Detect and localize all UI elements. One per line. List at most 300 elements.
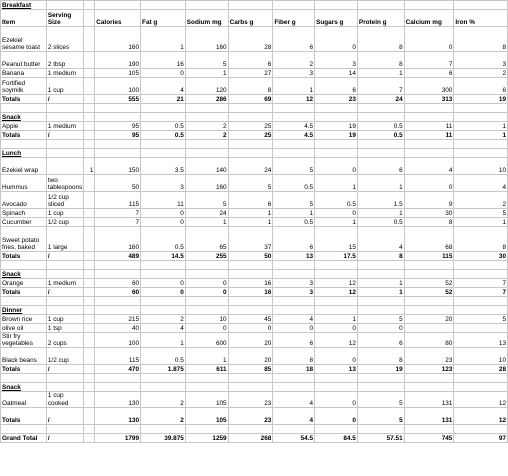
table-cell [84, 140, 95, 149]
table-cell [404, 297, 454, 306]
table-cell: 0 [357, 324, 404, 333]
table-cell: 27 [228, 69, 273, 78]
table-cell [84, 95, 95, 104]
table-cell [273, 297, 315, 306]
table-row [1, 324, 508, 333]
table-cell: 60 [95, 279, 141, 288]
column-header-calcium: Calcium mg [404, 10, 454, 27]
table-cell [84, 279, 95, 288]
table-cell [273, 149, 315, 158]
table-cell: 15 [315, 227, 358, 252]
table-cell: 4.5 [273, 131, 315, 140]
table-cell [95, 270, 141, 279]
table-cell: 5 [357, 315, 404, 324]
section-header-row [1, 270, 508, 279]
table-cell: 23 [404, 348, 454, 365]
table-cell [84, 306, 95, 315]
section-header-row [1, 1, 508, 10]
totals-row [1, 131, 508, 140]
table-cell [315, 261, 358, 270]
table-cell: 1/2 cup sliced [46, 192, 83, 209]
spacer-row [1, 374, 508, 383]
table-cell [357, 261, 404, 270]
table-cell: 4 [273, 315, 315, 324]
table-row [1, 78, 508, 95]
table-cell: / [46, 252, 83, 261]
table-cell: 1 [185, 218, 228, 227]
table-cell [315, 140, 358, 149]
table-cell: 2 [454, 192, 508, 209]
item-name: Orange [1, 279, 47, 288]
table-cell: 105 [185, 392, 228, 407]
table-cell [228, 270, 273, 279]
table-cell [315, 424, 358, 433]
table-cell: 1 [185, 69, 228, 78]
table-cell [84, 218, 95, 227]
table-cell [454, 104, 508, 113]
table-cell: 115 [95, 348, 141, 365]
table-cell [228, 149, 273, 158]
table-cell [84, 315, 95, 324]
table-cell [46, 374, 83, 383]
table-cell [404, 104, 454, 113]
table-cell: 5 [357, 407, 404, 424]
table-cell: 1 medium [46, 122, 83, 131]
table-cell [273, 113, 315, 122]
table-cell [454, 306, 508, 315]
table-cell: 17.5 [315, 252, 358, 261]
table-cell: 16 [228, 288, 273, 297]
table-cell: 1259 [185, 433, 228, 442]
totals-label: Totals [1, 365, 47, 374]
table-cell: 1.5 [357, 192, 404, 209]
table-cell: 105 [95, 69, 141, 78]
table-row [1, 27, 508, 52]
table-cell: 1 [84, 158, 95, 175]
spacer-row [1, 261, 508, 270]
table-cell: 20 [228, 348, 273, 365]
table-cell: 13 [273, 252, 315, 261]
table-cell: 300 [404, 78, 454, 95]
table-cell: 0.5 [141, 122, 186, 131]
table-cell [46, 1, 83, 10]
table-cell [185, 1, 228, 10]
table-cell: 12 [315, 288, 358, 297]
table-cell [141, 374, 186, 383]
table-row [1, 122, 508, 131]
spacer-row [1, 140, 508, 149]
table-cell: 100 [95, 333, 141, 348]
table-cell [84, 69, 95, 78]
table-cell: 20 [404, 315, 454, 324]
section-title: Dinner [1, 306, 47, 315]
table-row [1, 209, 508, 218]
table-cell [84, 149, 95, 158]
table-cell: 3 [454, 52, 508, 69]
item-name: Stir fry vegetables [1, 333, 47, 348]
table-cell [273, 424, 315, 433]
table-cell [454, 261, 508, 270]
table-cell: 14.5 [141, 252, 186, 261]
table-cell: 0 [404, 27, 454, 52]
table-cell [273, 261, 315, 270]
table-cell [357, 297, 404, 306]
table-cell: 1 large [46, 227, 83, 252]
section-header-row [1, 149, 508, 158]
table-cell: 215 [95, 315, 141, 324]
table-cell: 14 [315, 69, 358, 78]
table-cell: 1 medium [46, 69, 83, 78]
section-header-row [1, 306, 508, 315]
item-name: Hummus [1, 175, 47, 192]
table-cell: 5 [228, 175, 273, 192]
table-cell [228, 306, 273, 315]
table-cell: / [46, 95, 83, 104]
table-cell [141, 149, 186, 158]
table-row [1, 279, 508, 288]
table-cell [454, 383, 508, 392]
table-cell: 6 [315, 78, 358, 95]
table-cell: 68 [404, 227, 454, 252]
table-cell: 1.875 [141, 365, 186, 374]
table-cell: 16 [141, 52, 186, 69]
table-cell: 84.5 [315, 433, 358, 442]
table-cell [185, 149, 228, 158]
table-cell: 489 [95, 252, 141, 261]
table-cell [1, 297, 47, 306]
table-cell: 50 [95, 175, 141, 192]
table-row [1, 315, 508, 324]
section-title: Breakfast [1, 1, 47, 10]
table-cell: 0 [141, 218, 186, 227]
table-cell: 0 [185, 288, 228, 297]
table-cell [273, 383, 315, 392]
table-cell: 140 [185, 158, 228, 175]
table-cell: 160 [95, 27, 141, 52]
table-cell [315, 149, 358, 158]
table-cell [84, 383, 95, 392]
table-cell [95, 140, 141, 149]
table-cell: 6 [273, 27, 315, 52]
table-cell: 95 [95, 122, 141, 131]
table-cell: 19 [315, 122, 358, 131]
table-cell [46, 158, 83, 175]
table-cell [84, 1, 95, 10]
table-cell [95, 104, 141, 113]
table-cell: 105 [185, 407, 228, 424]
table-cell: 286 [185, 95, 228, 104]
table-cell: / [46, 433, 83, 442]
table-cell [95, 297, 141, 306]
table-cell: 555 [95, 95, 141, 104]
table-cell: 7 [95, 209, 141, 218]
table-cell: 0 [315, 324, 358, 333]
table-cell: 2 slices [46, 27, 83, 52]
table-cell: 23 [228, 407, 273, 424]
table-cell [315, 297, 358, 306]
table-cell: 8 [357, 27, 404, 52]
table-cell: 24 [357, 95, 404, 104]
table-cell: 3 [141, 175, 186, 192]
table-cell: 23 [228, 392, 273, 407]
table-cell [46, 261, 83, 270]
item-name: Avocado [1, 192, 47, 209]
table-cell: 16 [228, 279, 273, 288]
table-cell [404, 261, 454, 270]
totals-label: Totals [1, 407, 47, 424]
table-cell: 268 [228, 433, 273, 442]
table-cell: 4 [404, 158, 454, 175]
table-cell: 1 [357, 288, 404, 297]
table-cell: 4 [273, 407, 315, 424]
table-cell: 28 [228, 27, 273, 52]
table-cell: 8 [454, 27, 508, 52]
table-cell: 2 tbsp [46, 52, 83, 69]
table-row [1, 218, 508, 227]
table-cell: 69 [228, 95, 273, 104]
table-cell: 6 [228, 192, 273, 209]
table-cell [228, 1, 273, 10]
table-cell: 0.5 [273, 175, 315, 192]
table-cell [141, 113, 186, 122]
table-cell: 150 [95, 158, 141, 175]
table-cell [185, 104, 228, 113]
table-cell [185, 424, 228, 433]
table-cell [454, 424, 508, 433]
table-cell: 3 [273, 288, 315, 297]
table-cell [315, 383, 358, 392]
table-cell: 0 [185, 279, 228, 288]
item-name: Ezekiel wrap [1, 158, 47, 175]
table-cell [84, 348, 95, 365]
table-cell: 25 [228, 131, 273, 140]
table-cell [95, 149, 141, 158]
table-cell [228, 113, 273, 122]
table-cell: 1 [185, 348, 228, 365]
table-cell: 6 [454, 78, 508, 95]
table-cell: 10 [185, 315, 228, 324]
table-cell: 24 [228, 158, 273, 175]
table-cell [84, 10, 95, 27]
table-row [1, 52, 508, 69]
table-cell [357, 140, 404, 149]
table-cell: 0 [315, 158, 358, 175]
table-cell [84, 324, 95, 333]
table-cell: / [46, 407, 83, 424]
table-cell: 8 [228, 78, 273, 95]
table-cell: 0 [273, 324, 315, 333]
table-cell: 5 [273, 158, 315, 175]
totals-row [1, 433, 508, 442]
table-cell: 0.5 [357, 122, 404, 131]
table-cell: 6 [357, 333, 404, 348]
table-cell: 2 [141, 407, 186, 424]
table-cell [84, 288, 95, 297]
table-cell [141, 424, 186, 433]
table-row [1, 227, 508, 252]
table-cell: 95 [95, 131, 141, 140]
table-cell: 1 cup [46, 209, 83, 218]
table-cell: 0.5 [357, 218, 404, 227]
table-cell: 12 [454, 407, 508, 424]
table-cell: 1 [273, 209, 315, 218]
table-cell [454, 270, 508, 279]
table-cell: 0.5 [141, 227, 186, 252]
item-name: Apple [1, 122, 47, 131]
section-title: Snack [1, 113, 47, 122]
table-cell: 1 cup [46, 315, 83, 324]
table-cell [273, 270, 315, 279]
table-cell [46, 297, 83, 306]
table-cell [185, 306, 228, 315]
item-name: Banana [1, 69, 47, 78]
table-cell [141, 104, 186, 113]
column-header-protein: Protein g [357, 10, 404, 27]
section-title: Lunch [1, 149, 47, 158]
table-cell [46, 113, 83, 122]
table-cell: 6 [404, 69, 454, 78]
table-cell [404, 140, 454, 149]
table-cell [84, 333, 95, 348]
table-cell: 24 [185, 209, 228, 218]
table-cell [357, 113, 404, 122]
table-cell [1, 374, 47, 383]
table-cell [84, 270, 95, 279]
table-cell: 0.5 [357, 131, 404, 140]
table-cell [84, 227, 95, 252]
table-cell [357, 424, 404, 433]
table-cell: 8 [357, 348, 404, 365]
table-cell [357, 374, 404, 383]
table-cell: 30 [404, 209, 454, 218]
table-cell: 313 [404, 95, 454, 104]
table-cell: 5 [454, 209, 508, 218]
table-cell [454, 324, 508, 333]
table-cell: 8 [273, 348, 315, 365]
table-cell: 25 [228, 122, 273, 131]
table-cell: 470 [95, 365, 141, 374]
table-cell: 12 [315, 279, 358, 288]
column-header-sugars: Sugars g [315, 10, 358, 27]
table-cell: two tablespoons [46, 175, 83, 192]
table-cell: 52 [404, 279, 454, 288]
table-cell [228, 297, 273, 306]
item-name: olive oil [1, 324, 47, 333]
table-cell: 12 [315, 333, 358, 348]
table-cell [84, 52, 95, 69]
table-row [1, 158, 508, 175]
table-cell: 45 [228, 315, 273, 324]
table-cell [141, 1, 186, 10]
table-cell: 1 cup cooked [46, 392, 83, 407]
table-cell [84, 252, 95, 261]
table-cell [84, 261, 95, 270]
table-cell [84, 407, 95, 424]
table-cell [141, 383, 186, 392]
table-cell: 1 medium [46, 279, 83, 288]
spacer-row [1, 424, 508, 433]
table-cell: 0 [141, 69, 186, 78]
table-cell: 1/2 cup [46, 348, 83, 365]
table-cell: 4 [141, 78, 186, 95]
table-cell: 0 [315, 27, 358, 52]
table-cell [46, 383, 83, 392]
table-cell [84, 192, 95, 209]
table-cell: 19 [454, 95, 508, 104]
table-cell [185, 383, 228, 392]
table-cell: 1 [357, 279, 404, 288]
table-cell: 52 [404, 288, 454, 297]
table-cell: 65 [185, 227, 228, 252]
table-cell [84, 27, 95, 52]
table-cell: 10 [454, 348, 508, 365]
table-cell [185, 261, 228, 270]
table-cell: 7 [95, 218, 141, 227]
table-cell: 4 [454, 175, 508, 192]
table-cell [141, 306, 186, 315]
table-cell: 7 [404, 52, 454, 69]
table-cell [228, 261, 273, 270]
table-cell: 1 [357, 209, 404, 218]
table-cell: 2 [141, 392, 186, 407]
column-header-fiber: Fiber g [273, 10, 315, 27]
item-name: Brown rice [1, 315, 47, 324]
totals-row [1, 407, 508, 424]
column-header-row [1, 10, 508, 27]
item-name: Ezekiel sesame toast [1, 27, 47, 52]
table-cell: 7 [357, 78, 404, 95]
column-header-serving-size: Serving Size [46, 10, 83, 27]
table-cell [84, 392, 95, 407]
item-name: Cucumber [1, 218, 47, 227]
totals-row [1, 365, 508, 374]
table-cell: 2 [185, 122, 228, 131]
table-cell: 611 [185, 365, 228, 374]
table-cell [404, 374, 454, 383]
table-cell: 2 [141, 315, 186, 324]
table-cell [84, 209, 95, 218]
table-cell: 3 [273, 279, 315, 288]
table-cell [1, 104, 47, 113]
table-cell [46, 104, 83, 113]
table-cell: / [46, 288, 83, 297]
section-title: Snack [1, 383, 47, 392]
table-cell: 1 [315, 175, 358, 192]
table-cell: 5 [185, 52, 228, 69]
table-cell: 2 [273, 52, 315, 69]
table-cell: 1 [454, 131, 508, 140]
table-cell [404, 383, 454, 392]
table-cell [185, 374, 228, 383]
table-cell [404, 1, 454, 10]
totals-label: Totals [1, 95, 47, 104]
table-cell [273, 104, 315, 113]
table-cell: 1 [454, 218, 508, 227]
table-cell: 1 cup [46, 78, 83, 95]
table-cell [273, 1, 315, 10]
table-cell [95, 1, 141, 10]
table-cell [185, 270, 228, 279]
table-cell [273, 140, 315, 149]
table-cell: 13 [454, 333, 508, 348]
table-cell: 190 [95, 52, 141, 69]
table-cell [46, 424, 83, 433]
table-cell: 131 [404, 407, 454, 424]
totals-label: Grand Total [1, 433, 47, 442]
table-cell: 85 [228, 365, 273, 374]
table-cell: 0 [404, 175, 454, 192]
table-cell: 39.875 [141, 433, 186, 442]
